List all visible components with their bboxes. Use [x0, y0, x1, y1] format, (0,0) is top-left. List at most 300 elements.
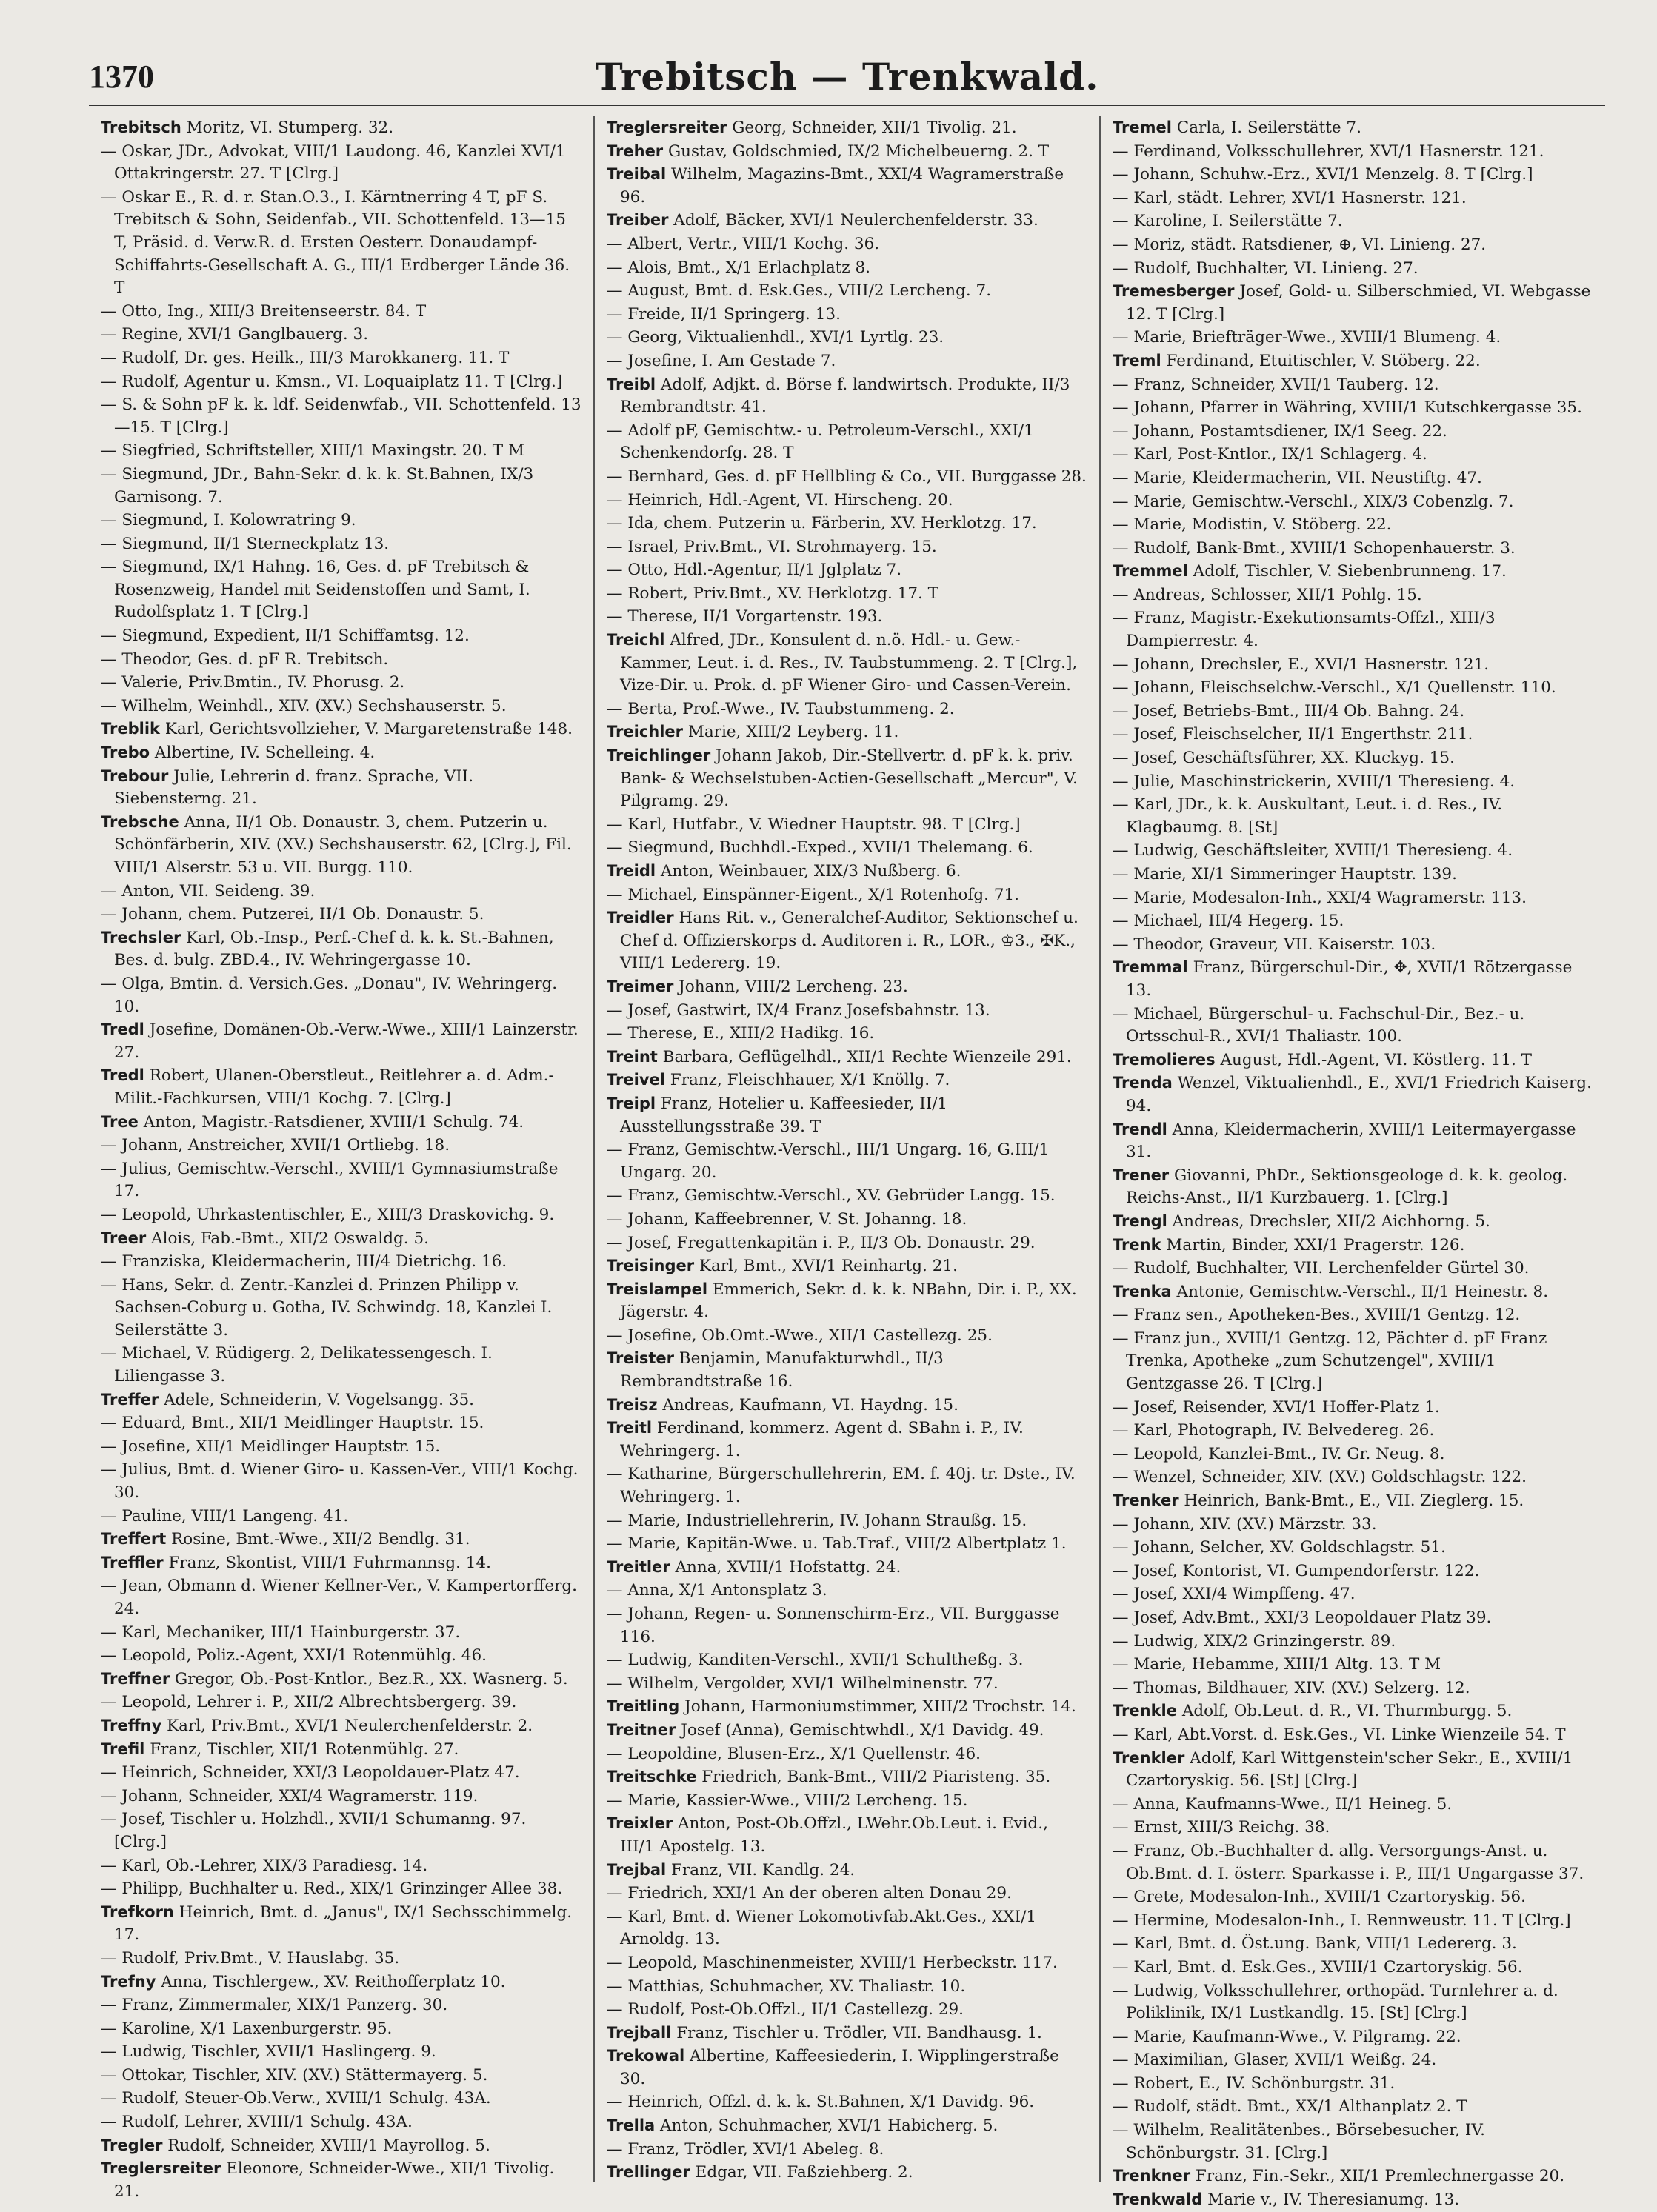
entry-text: — Freide, II/1 Springerg. 13.: [607, 304, 841, 324]
entry-text: Karl, Priv.Bmt., XVI/1 Neulerchenfelderstr. 2.: [161, 1716, 533, 1735]
entry-text: — Israel, Priv.Bmt., VI. Strohmayerg. 15.: [607, 537, 937, 556]
directory-entry: [1113, 770, 1593, 794]
entry-surname: Trebsche: [101, 812, 179, 831]
directory-entry: [1113, 1909, 1593, 1933]
entry-surname: Trenda: [1113, 1074, 1173, 1092]
entry-text: — Rudolf, Lehrer, XVIII/1 Schulg. 43A.: [101, 2113, 413, 2132]
entry-text: — Marie, Kleidermacherin, VII. Neustiftg. 47.: [1113, 468, 1482, 487]
entry-text: — Anna, X/1 Antonsplatz 3.: [607, 1581, 827, 1600]
directory-entry: [607, 605, 1087, 629]
directory-entry: [101, 903, 581, 926]
directory-entry: [1113, 1885, 1593, 1909]
directory-columns: [89, 116, 1605, 2209]
entry-text: — Rudolf, Buchhalter, VII. Lerchenfelder Gürtel 30.: [1113, 1259, 1530, 1278]
entry-text: — Anna, Kaufmanns-Wwe., II/1 Heineg. 5.: [1113, 1794, 1453, 1814]
directory-entry: [1113, 1536, 1593, 1560]
entry-surname: Treffler: [101, 1553, 164, 1571]
directory-entry: [607, 1278, 1087, 1324]
entry-text: Martin, Binder, XXI/1 Pragerstr. 126.: [1161, 1235, 1465, 1254]
entry-surname: Treimer: [607, 977, 674, 995]
entry-text: — Karl, Post-Kntlor., IX/1 Schlagerg. 4.: [1113, 445, 1427, 464]
entry-text: Karl, Ob.-Insp., Perf.-Chef d. k. k. St.-Bahnen, Bes. d. bulg. ZBD.4., IV. Wehringergasse 10.: [114, 928, 554, 970]
directory-entry: [101, 1621, 581, 1645]
entry-text: Anton, Magistr.-Ratsdiener, XVIII/1 Schulg. 74.: [138, 1112, 524, 1132]
entry-text: — Michael, Bürgerschul- u. Fachschul-Dir., Bez.- u. Ortsschul-R., XVI/1 Thaliastr. 100.: [1113, 1004, 1525, 1046]
entry-text: Josef, Gold- u. Silberschmied, VI. Webgasse 12. T [Clrg.]: [1126, 282, 1591, 324]
entry-surname: Treffert: [101, 1530, 167, 1548]
entry-text: — Heinrich, Hdl.-Agent, VI. Hirscheng. 20.: [607, 490, 953, 509]
entry-text: — Otto, Hdl.-Agentur, II/1 Jglplatz 7.: [607, 561, 902, 580]
directory-entry: [607, 465, 1087, 489]
directory-entry: [101, 1691, 581, 1714]
directory-entry: [607, 1254, 1087, 1278]
directory-entry: [607, 1975, 1087, 1999]
directory-entry: [101, 2157, 581, 2203]
directory-entry: [101, 2064, 581, 2088]
entry-text: — Johann, Selcher, XV. Goldschlagstr. 51.: [1113, 1538, 1446, 1557]
entry-surname: Treidler: [607, 909, 674, 927]
entry-text: Franz, Tischler, XII/1 Rotenmühlg. 27.: [144, 1740, 459, 1759]
directory-entry: [101, 1738, 581, 1762]
directory-entry: [1113, 513, 1593, 537]
directory-entry: [101, 1250, 581, 1274]
entry-text: Wenzel, Viktualienhdl., E., XVI/1 Friedrich Kaiserg. 94.: [1126, 1074, 1592, 1115]
directory-entry: [1113, 607, 1593, 652]
directory-entry: [101, 555, 581, 624]
entry-text: — Pauline, VIII/1 Langeng. 41.: [101, 1506, 349, 1526]
directory-entry: [101, 1785, 581, 1808]
directory-entry: [101, 1064, 581, 1110]
entry-text: Anna, XVIII/1 Hofstattg. 24.: [670, 1557, 901, 1577]
entry-surname: Treixler: [607, 1814, 673, 1833]
entry-text: — Josefine, Ob.Omt.-Wwe., XII/1 Castellezg. 25.: [607, 1326, 993, 1345]
entry-text: Ferdinand, Etuitischler, V. Stöberg. 22.: [1161, 351, 1481, 370]
directory-entry: [607, 1208, 1087, 1232]
entry-text: — Franz sen., Apotheken-Bes., XVIII/1 Gentzg. 12.: [1113, 1306, 1521, 1325]
directory-entry: [101, 741, 581, 765]
directory-entry: [1113, 956, 1593, 1002]
directory-entry: [607, 883, 1087, 907]
directory-entry: [607, 535, 1087, 559]
directory-entry: [607, 326, 1087, 350]
directory-entry: [1113, 1466, 1593, 1489]
entry-text: Ferdinand, kommerz. Agent d. SBahn i. P., IV. Wehringerg. 1.: [620, 1419, 1024, 1460]
entry-text: Franz, VII. Kandlg. 24.: [666, 1860, 856, 1879]
entry-text: Rudolf, Schneider, XVIII/1 Mayrollog. 5.: [162, 2136, 490, 2155]
directory-entry: [1113, 1816, 1593, 1840]
directory-entry: [1113, 1419, 1593, 1443]
directory-entry: [607, 1394, 1087, 1417]
directory-entry: [607, 1603, 1087, 1648]
directory-entry: [607, 813, 1087, 837]
directory-entry: [101, 439, 581, 463]
directory-entry: [1113, 1747, 1593, 1793]
directory-entry: [101, 323, 581, 347]
entry-text: — Julius, Gemischtw.-Verschl., XVIII/1 Gymnasiumstraße 17.: [101, 1159, 559, 1201]
entry-surname: Tremel: [1113, 118, 1172, 136]
directory-entry: [1113, 2188, 1593, 2212]
directory-entry: [1113, 1164, 1593, 1210]
entry-text: — Karoline, X/1 Laxenburgerstr. 95.: [101, 2019, 393, 2038]
entry-surname: Trejball: [607, 2023, 672, 2042]
directory-entry: [1113, 537, 1593, 561]
directory-entry: [607, 1882, 1087, 1905]
entry-surname: Tredl: [101, 1066, 144, 1085]
entry-surname: Trenkler: [1113, 1748, 1185, 1767]
entry-surname: Trefil: [101, 1740, 145, 1758]
directory-entry: [607, 1347, 1087, 1393]
directory-entry: [1113, 187, 1593, 210]
entry-text: — Josef, Gastwirt, IX/4 Franz Josefsbahnstr. 13.: [607, 1000, 990, 1020]
directory-entry: [1113, 1560, 1593, 1583]
entry-text: — Johann, Regen- u. Sonnenschirm-Erz., VII. Burggasse 116.: [607, 1605, 1060, 1646]
entry-surname: Treichl: [607, 631, 665, 649]
entry-text: — Michael, III/4 Hegerg. 15.: [1113, 912, 1344, 931]
directory-entry: [607, 744, 1087, 813]
directory-entry: [1113, 1513, 1593, 1537]
entry-text: Eleonore, Schneider-Wwe., XII/1 Tivolig. 21.: [114, 2159, 555, 2201]
entry-text: — Regine, XVI/1 Ganglbauerg. 3.: [101, 325, 369, 344]
directory-entry: [101, 532, 581, 556]
entry-text: — Ludwig, XIX/2 Grinzingerstr. 89.: [1113, 1631, 1396, 1651]
directory-entry: [1113, 2165, 1593, 2188]
entry-text: — Marie, Industriellehrerin, IV. Johann Straußg. 15.: [607, 1511, 1027, 1530]
directory-entry: [607, 1719, 1087, 1742]
directory-entry: [1113, 793, 1593, 839]
directory-entry: [101, 1994, 581, 2017]
directory-entry: [1113, 1956, 1593, 1979]
directory-entry: [1113, 163, 1593, 187]
entry-text: Adolf, Tischler, V. Siebenbrunneng. 17.: [1187, 562, 1507, 581]
entry-surname: Treisinger: [607, 1257, 695, 1275]
entry-text: — Theodor, Graveur, VII. Kaiserstr. 103.: [1113, 935, 1436, 954]
directory-entry: [1113, 1840, 1593, 1885]
entry-text: — Johann, Drechsler, E., XVI/1 Hasnerstr. 121.: [1113, 655, 1490, 674]
entry-text: — Hermine, Modesalon-Inh., I. Rennweustr. 11. T [Clrg.]: [1113, 1911, 1571, 1930]
entry-text: Moritz, VI. Stumperg. 32.: [181, 118, 394, 137]
directory-entry: [1113, 116, 1593, 140]
entry-text: — Josef, Betriebs-Bmt., III/4 Ob. Bahng. 24.: [1113, 701, 1465, 721]
entry-surname: Treitner: [607, 1720, 676, 1739]
entry-text: — Siegmund, JDr., Bahn-Sekr. d. k. k. St.Bahnen, IX/3 Garnisong. 7.: [101, 464, 534, 507]
entry-text: — Johann, Kaffeebrenner, V. St. Johanng. 18.: [607, 1209, 967, 1229]
entry-text: — Marie, XI/1 Simmeringer Hauptstr. 139.: [1113, 865, 1457, 883]
entry-text: — Ottokar, Tischler, XIV. (XV.) Stättermayerg. 5.: [101, 2065, 488, 2085]
directory-entry: [607, 279, 1087, 303]
entry-text: Hans Rit. v., Generalchef-Auditor, Sektionschef u. Chef d. Offizierskorps d. Auditoren i. R., LOR., ♔3., ✠K., VIII/1 Ledererg. 19.: [620, 909, 1078, 973]
directory-entry: [607, 140, 1087, 164]
entry-surname: Tregler: [101, 2136, 163, 2154]
entry-text: Adolf, Karl Wittgenstein'scher Sekr., E., XVIII/1 Czartoryskig. 56. [St] [Clrg.]: [1126, 1748, 1573, 1791]
entry-text: Heinrich, Bank-Bmt., E., VII. Zieglerg. 15.: [1178, 1491, 1524, 1511]
directory-entry: [1113, 1303, 1593, 1327]
directory-entry: [101, 1157, 581, 1203]
directory-entry: [607, 906, 1087, 975]
entry-surname: Treisz: [607, 1395, 658, 1414]
entry-text: Andreas, Drechsler, XII/2 Aichhorng. 5.: [1167, 1212, 1490, 1231]
entry-text: Friedrich, Bank-Bmt., VIII/2 Piaristeng. 35.: [696, 1768, 1051, 1787]
directory-entry: [1113, 420, 1593, 444]
entry-text: — Leopold, Kanzlei-Bmt., IV. Gr. Neug. 8.: [1113, 1444, 1445, 1463]
directory-entry: [101, 2017, 581, 2041]
entry-text: — Marie, Modesalon-Inh., XXI/4 Wagramerstr. 113.: [1113, 888, 1527, 907]
entry-text: — Franz, Trödler, XVI/1 Abeleg. 8.: [607, 2139, 884, 2159]
entry-surname: Tremolieres: [1113, 1050, 1216, 1069]
entry-text: — Marie, Gemischtw.-Verschl., XIX/3 Cobenzlg. 7.: [1113, 492, 1514, 511]
directory-entry: [1113, 2095, 1593, 2119]
entry-text: — Josef, Adv.Bmt., XXI/3 Leopoldauer Platz 39.: [1113, 1608, 1492, 1627]
directory-entry: [607, 999, 1087, 1023]
directory-entry: [1113, 467, 1593, 490]
directory-entry: [101, 1714, 581, 1738]
entry-surname: Treher: [607, 141, 664, 160]
entry-surname: Trella: [607, 2116, 656, 2135]
entry-text: Barbara, Geflügelhdl., XII/1 Rechte Wienzeile 291.: [657, 1047, 1072, 1066]
directory-entry: [1113, 1443, 1593, 1466]
directory-entry: [607, 2091, 1087, 2114]
directory-entry: [1113, 1234, 1593, 1257]
entry-text: — Leopold, Maschinenmeister, XVIII/1 Herbeckstr. 117.: [607, 1953, 1058, 1972]
directory-entry: [607, 1324, 1087, 1348]
entry-text: Franz, Skontist, VIII/1 Fuhrmannsg. 14.: [163, 1553, 491, 1572]
entry-surname: Treidl: [607, 862, 656, 880]
directory-entry: [101, 1668, 581, 1691]
entry-text: — Franz, Ob.-Buchhalter d. allg. Versorgungs-Anst. u. Ob.Bmt. d. I. österr. Sparkasse i. P., III/1 Ungargasse 37.: [1113, 1841, 1584, 1883]
directory-entry: [607, 116, 1087, 140]
directory-entry: [607, 1417, 1087, 1463]
entry-text: — Wilhelm, Vergolder, XVI/1 Wilhelminenstr. 77.: [607, 1674, 998, 1693]
entry-text: — Michael, V. Rüdigerg. 2, Delikatessengesch. I. Liliengasse 3.: [101, 1344, 493, 1386]
entry-surname: Treitling: [607, 1697, 680, 1716]
entry-text: Marie, XIII/2 Leyberg. 11.: [683, 723, 899, 742]
directory-entry: [101, 1411, 581, 1435]
directory-entry: [101, 1808, 581, 1854]
entry-text: Franz, Fleischhauer, X/1 Knöllg. 7.: [664, 1071, 950, 1090]
directory-entry: [607, 1046, 1087, 1069]
directory-entry: [607, 1765, 1087, 1789]
directory-entry: [1113, 886, 1593, 910]
entry-text: — Karl, Ob.-Lehrer, XIX/3 Paradiesg. 14.: [101, 1856, 428, 1875]
directory-entry: [607, 1463, 1087, 1508]
entry-text: — Matthias, Schuhmacher, XV. Thaliastr. 10.: [607, 1977, 966, 1996]
column-left: [89, 116, 593, 2201]
directory-entry: [607, 1556, 1087, 1580]
entry-text: — Heinrich, Schneider, XXI/3 Leopoldauer-Platz 47.: [101, 1763, 520, 1782]
entry-text: Josef (Anna), Gemischtwhdl., X/1 Davidg. 49.: [676, 1720, 1044, 1740]
entry-text: — Johann, Schuhw.-Erz., XVI/1 Menzelg. 8. T [Clrg.]: [1113, 165, 1533, 184]
entry-surname: Treffer: [101, 1390, 159, 1409]
entry-surname: Treister: [607, 1349, 674, 1368]
directory-entry: [101, 1551, 581, 1575]
directory-entry: [607, 1509, 1087, 1533]
directory-entry: [1113, 863, 1593, 886]
entry-text: Anton, Post-Ob.Offzl., LWehr.Ob.Leut. i. Evid., III/1 Apostelg. 13.: [620, 1814, 1048, 1856]
entry-surname: Treibl: [607, 375, 656, 393]
entry-text: Gregor, Ob.-Post-Kntlor., Bez.R., XX. Wasnerg. 5.: [170, 1669, 568, 1688]
entry-text: — Karl, JDr., k. k. Auskultant, Leut. i. d. Res., IV. Klagbaumg. 8. [St]: [1113, 795, 1503, 837]
directory-entry: [607, 1648, 1087, 1672]
directory-entry: [607, 1859, 1087, 1882]
entry-text: — Josef, Tischler u. Holzhdl., XVII/1 Schumanng. 97. [Clrg.]: [101, 1810, 527, 1851]
directory-entry: [101, 1761, 581, 1785]
directory-entry: [1113, 1049, 1593, 1072]
entry-text: Franz, Bürgerschul-Dir., ✥, XVII/1 Rötzergasse 13.: [1126, 958, 1573, 1000]
directory-entry: [1113, 1793, 1593, 1817]
entry-text: — Siegmund, Expedient, II/1 Schiffamtsg. 12.: [101, 626, 470, 646]
directory-entry: [1113, 1653, 1593, 1677]
entry-text: — Josefine, I. Am Gestade 7.: [607, 351, 836, 370]
entry-surname: Treitl: [607, 1419, 653, 1437]
directory-entry: [1113, 1677, 1593, 1700]
directory-entry: [101, 926, 581, 972]
entry-surname: Trendl: [1113, 1120, 1167, 1138]
entry-surname: Trenker: [1113, 1491, 1179, 1510]
directory-entry: [101, 1854, 581, 1878]
entry-surname: Trebour: [101, 766, 169, 785]
entry-text: Gustav, Goldschmied, IX/2 Michelbeuerng. 2. T: [663, 141, 1050, 161]
entry-text: Josefine, Domänen-Ob.-Verw.-Wwe., XIII/1 Lainzerstr. 27.: [114, 1020, 579, 1062]
directory-entry: [101, 1574, 581, 1620]
directory-entry: [1113, 1396, 1593, 1420]
directory-entry: [1113, 443, 1593, 467]
directory-entry: [607, 2138, 1087, 2162]
entry-text: — Andreas, Schlosser, XII/1 Pohlg. 15.: [1113, 585, 1422, 604]
entry-text: — Heinrich, Offzl. d. k. k. St.Bahnen, X/1 Davidg. 96.: [607, 2093, 1035, 2112]
entry-text: — Leopold, Uhrkastentischler, E., XIII/3 Draskovichg. 9.: [101, 1205, 555, 1224]
directory-entry: [1113, 233, 1593, 257]
column-middle: [593, 116, 1099, 2182]
entry-text: Karl, Bmt., XVI/1 Reinhartg. 21.: [694, 1257, 958, 1276]
entry-text: Johann, VIII/2 Lercheng. 23.: [673, 977, 908, 996]
entry-text: — Rudolf, Post-Ob.Offzl., II/1 Castellezg. 29.: [607, 2000, 964, 2019]
directory-entry: [607, 1579, 1087, 1603]
entry-text: — Ludwig, Volksschullehrer, orthopäd. Turnlehrer a. d. Poliklinik, IX/1 Lustkandlg. 15. [St] [Clrg.]: [1113, 1981, 1558, 2023]
running-head: Trebitsch — Trenkwald.: [595, 55, 1099, 98]
directory-entry: [607, 1742, 1087, 1766]
directory-entry: [1113, 350, 1593, 373]
entry-text: — Karl, Abt.Vorst. d. Esk.Ges., VI. Linke Wienzeile 54. T: [1113, 1725, 1566, 1744]
entry-text: Giovanni, PhDr., Sektionsgeologe d. k. k. geolog. Reichs-Anst., II/1 Kurzbauerg. 1. [Clrg.]: [1126, 1166, 1568, 1208]
entry-text: — Josef, XXI/4 Wimpffeng. 47.: [1113, 1585, 1356, 1604]
directory-entry: [607, 233, 1087, 256]
entry-text: Julie, Lehrerin d. franz. Sprache, VII. Siebensterng. 21.: [114, 766, 474, 809]
directory-entry: [101, 370, 581, 394]
entry-surname: Tremmel: [1113, 562, 1188, 581]
entry-surname: Tremmal: [1113, 958, 1188, 977]
entry-text: — Julie, Maschinstrickerin, XVIII/1 Theresieng. 4.: [1113, 772, 1516, 791]
directory-entry: [607, 2114, 1087, 2138]
directory-entry: [101, 1947, 581, 1971]
entry-surname: Trenkwald: [1113, 2190, 1203, 2208]
directory-entry: [101, 140, 581, 186]
directory-entry: [1113, 2119, 1593, 2165]
entry-text: Johann, Harmoniumstimmer, XIII/2 Trochstr. 14.: [679, 1697, 1076, 1717]
directory-entry: [1113, 490, 1593, 514]
directory-entry: [1113, 1489, 1593, 1513]
entry-text: — Karl, Photograph, IV. Belvedereg. 26.: [1113, 1421, 1435, 1440]
entry-text: Franz, Tischler u. Trödler, VII. Bandhausg. 1.: [671, 2023, 1042, 2042]
entry-text: — Therese, II/1 Vorgartenstr. 193.: [607, 607, 883, 626]
directory-entry: [607, 209, 1087, 233]
directory-entry: [101, 347, 581, 370]
directory-entry: [607, 163, 1087, 209]
directory-entry: [101, 1971, 581, 1994]
directory-entry: [1113, 2048, 1593, 2072]
entry-text: — Rudolf, Bank-Bmt., XVIII/1 Schopenhauerstr. 3.: [1113, 538, 1516, 558]
entry-surname: Treitschke: [607, 1768, 697, 1786]
entry-text: — Franz, Gemischtw.-Verschl., III/1 Ungarg. 16, G.III/1 Ungarg. 20.: [607, 1140, 1050, 1182]
entry-text: — Friedrich, XXI/1 An der oberen alten Donau 29.: [607, 1884, 1012, 1903]
directory-entry: [1113, 746, 1593, 770]
entry-text: — Hans, Sekr. d. Zentr.-Kanzlei d. Prinzen Philipp v. Sachsen-Coburg u. Gotha, IV. Schwindg. 18, Kanzlei I. Seilerstätte 3.: [101, 1275, 553, 1340]
directory-entry: [1113, 1630, 1593, 1654]
entry-text: — Wilhelm, Weinhdl., XIV. (XV.) Sechshauserstr. 5.: [101, 696, 507, 715]
entry-surname: Treivel: [607, 1071, 665, 1089]
directory-entry: [607, 1138, 1087, 1184]
directory-entry: [101, 1877, 581, 1901]
entry-text: — Ferdinand, Volksschullehrer, XVI/1 Hasnerstr. 121.: [1113, 141, 1544, 161]
entry-surname: Treglersreiter: [607, 118, 727, 136]
directory-entry: [101, 186, 581, 300]
directory-entry: [101, 2111, 581, 2134]
entry-text: — Maximilian, Glaser, XVII/1 Weißg. 24.: [1113, 2051, 1437, 2070]
directory-entry: [1113, 1210, 1593, 1234]
entry-text: Adolf, Ob.Leut. d. R., VI. Thurmburgg. 5.: [1176, 1702, 1513, 1721]
directory-entry: [607, 1998, 1087, 2022]
directory-entry: [1113, 560, 1593, 584]
entry-text: — Julius, Bmt. d. Wiener Giro- u. Kassen-Ver., VIII/1 Kochg. 30.: [101, 1460, 579, 1503]
directory-entry: [607, 2045, 1087, 2091]
directory-entry: [101, 1435, 581, 1459]
directory-entry: [607, 629, 1087, 698]
entry-text: — Wenzel, Schneider, XIV. (XV.) Goldschlagstr. 122.: [1113, 1468, 1527, 1487]
directory-entry: [101, 1901, 581, 1947]
entry-text: — Siegmund, I. Kolowratring 9.: [101, 511, 356, 530]
directory-entry: [101, 1018, 581, 1064]
entry-text: Anton, Weinbauer, XIX/3 Nußberg. 6.: [656, 862, 961, 881]
entry-text: — Siegfried, Schriftsteller, XIII/1 Maxingstr. 20. T M: [101, 441, 524, 461]
entry-text: — Ludwig, Kanditen-Verschl., XVII/1 Schultheßg. 3.: [607, 1651, 1024, 1670]
entry-text: Edgar, VII. Faßziehberg. 2.: [690, 2163, 913, 2182]
entry-text: — Eduard, Bmt., XII/1 Meidlinger Hauptstr. 15.: [101, 1414, 484, 1433]
entry-text: — Johann, XIV. (XV.) Märzstr. 33.: [1113, 1514, 1377, 1534]
directory-entry: [607, 1789, 1087, 1813]
directory-entry: [101, 1389, 581, 1412]
directory-entry: [101, 1458, 581, 1504]
entry-text: — Rudolf, Agentur u. Kmsn., VI. Loquaiplatz 11. T [Clrg.]: [101, 372, 563, 391]
directory-entry: [607, 1532, 1087, 1556]
directory-entry: [607, 256, 1087, 280]
entry-surname: Treffny: [101, 1716, 162, 1734]
entry-text: — Josef, Reisender, XVI/1 Hoffer-Platz 1.: [1113, 1397, 1440, 1417]
directory-entry: [607, 1951, 1087, 1975]
entry-text: August, Hdl.-Agent, VI. Köstlerg. 11. T: [1215, 1050, 1532, 1069]
directory-entry: [607, 2022, 1087, 2045]
entry-text: Marie v., IV. Theresianumg. 13.: [1202, 2190, 1460, 2209]
entry-surname: Treiber: [607, 211, 669, 230]
entry-text: — Robert, Priv.Bmt., XV. Herklotzg. 17. T: [607, 584, 939, 603]
directory-entry: [1113, 257, 1593, 281]
entry-surname: Trengl: [1113, 1212, 1167, 1230]
directory-entry: [607, 1672, 1087, 1696]
directory-entry: [1113, 140, 1593, 164]
directory-entry: [101, 509, 581, 532]
directory-entry: [101, 880, 581, 903]
entry-text: — Karl, Bmt. d. Öst.ung. Bank, VIII/1 Ledererg. 3.: [1113, 1934, 1517, 1954]
directory-entry: [101, 116, 581, 140]
entry-text: Anna, II/1 Ob. Donaustr. 3, chem. Putzerin u. Schönfärberin, XIV. (XV.) Sechshauserstr. 62, [Clrg.], Fil. VIII/1 Alserstr. 53 u. VII. Burgg. 110.: [114, 812, 572, 877]
directory-entry: [101, 972, 581, 1018]
